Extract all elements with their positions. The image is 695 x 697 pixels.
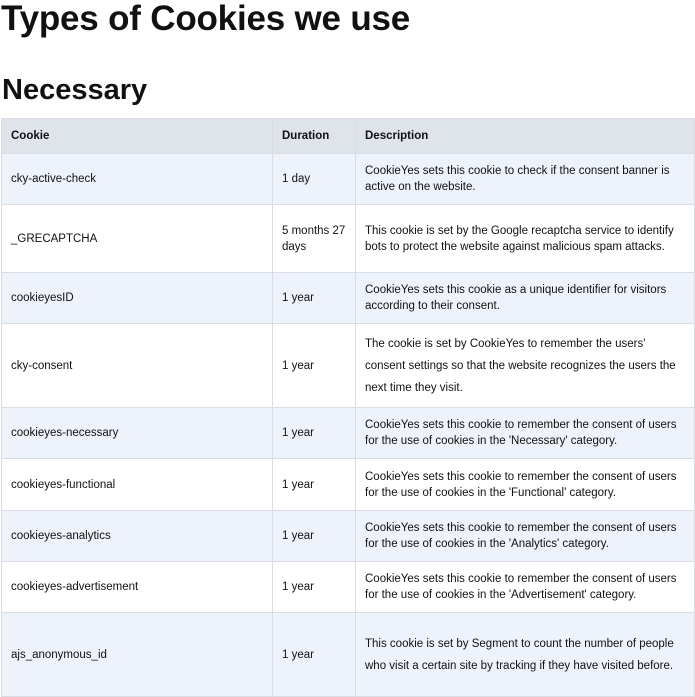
duration-cell: 5 months 27 days: [273, 205, 356, 273]
description-cell: CookieYes sets this cookie to remember the consent of users for the use of cookies in the 'Functional' category.: [356, 459, 695, 511]
description-cell: CookieYes sets this cookie to remember the consent of users for the use of cookies in the 'Analytics' category.: [356, 511, 695, 562]
section-title-necessary: Necessary: [2, 74, 148, 106]
cookie-name-cell: ajs_anonymous_id: [2, 613, 273, 697]
description-cell: CookieYes sets this cookie to remember the consent of users for the use of cookies in the 'Advertisement' category.: [356, 562, 695, 613]
column-header-cookie: Cookie: [2, 119, 273, 154]
duration-cell: 1 year: [273, 408, 356, 459]
cookie-name-cell: cookieyes-necessary: [2, 408, 273, 459]
page-title: Types of Cookies we use: [1, 0, 411, 38]
duration-cell: 1 year: [273, 511, 356, 562]
duration-cell: 1 year: [273, 613, 356, 697]
cookie-name-cell: cookieyesID: [2, 273, 273, 324]
description-cell: This cookie is set by Segment to count the number of people who visit a certain site by tracking if they have visited before.: [356, 613, 695, 697]
description-cell: CookieYes sets this cookie to check if the consent banner is active on the website.: [356, 154, 695, 205]
duration-cell: 1 year: [273, 459, 356, 511]
cookie-name-cell: cookieyes-advertisement: [2, 562, 273, 613]
column-header-description: Description: [356, 119, 695, 154]
description-cell: This cookie is set by the Google recaptcha service to identify bots to protect the website against malicious spam attacks.: [356, 205, 695, 273]
table-row: [2, 562, 695, 613]
description-cell: The cookie is set by CookieYes to remember the users' consent settings so that the website recognizes the users the next time they visit.: [356, 324, 695, 408]
description-cell: CookieYes sets this cookie as a unique identifier for visitors according to their consent.: [356, 273, 695, 324]
column-header-duration: Duration: [273, 119, 356, 154]
table-row: [2, 273, 695, 324]
table-row: [2, 205, 695, 273]
table-row: [2, 511, 695, 562]
table-header-row: [2, 119, 695, 154]
table-row: [2, 613, 695, 697]
cookie-table: [1, 118, 695, 697]
cookie-name-cell: cky-consent: [2, 324, 273, 408]
cookie-name-cell: cookieyes-analytics: [2, 511, 273, 562]
table-row: [2, 408, 695, 459]
cookie-name-cell: _GRECAPTCHA: [2, 205, 273, 273]
duration-cell: 1 year: [273, 324, 356, 408]
table-row: [2, 324, 695, 408]
table-row: [2, 459, 695, 511]
cookie-name-cell: cookieyes-functional: [2, 459, 273, 511]
duration-cell: 1 year: [273, 562, 356, 613]
description-cell: CookieYes sets this cookie to remember the consent of users for the use of cookies in the 'Necessary' category.: [356, 408, 695, 459]
duration-cell: 1 day: [273, 154, 356, 205]
cookie-name-cell: cky-active-check: [2, 154, 273, 205]
table-row: [2, 154, 695, 205]
duration-cell: 1 year: [273, 273, 356, 324]
